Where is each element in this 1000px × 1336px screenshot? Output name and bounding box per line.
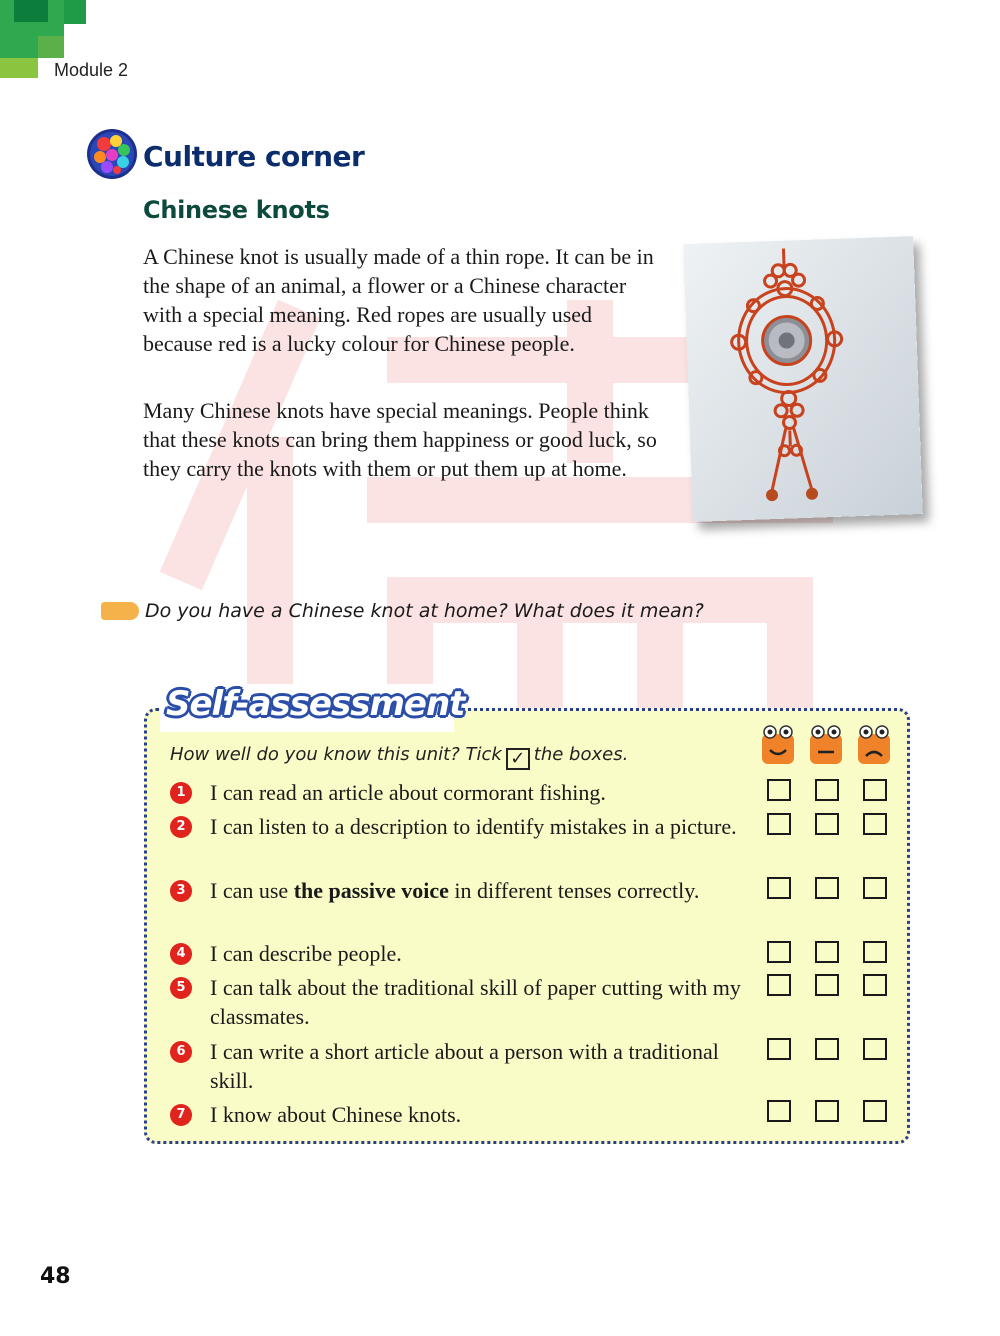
rating-checkbox-ok[interactable] [815, 974, 839, 996]
rating-checkbox-ok[interactable] [815, 941, 839, 963]
corner-square [14, 0, 48, 22]
paragraph: A Chinese knot is usually made of a thin rope. It can be in the shape of an animal, a flower or a Chinese character with a special meaning. Red ropes are usually used because red is a lucky colour for Chinese people. [143, 244, 654, 356]
item-text: I can talk about the traditional skill of paper cutting with my classmates. [210, 975, 741, 1029]
culture-corner-icon [86, 128, 138, 180]
item-text: I can listen to a description to identify mistakes in a picture. [210, 814, 737, 839]
item-number: 2 [170, 816, 192, 838]
rating-checkbox-ok[interactable] [815, 1100, 839, 1122]
corner-square [0, 58, 38, 78]
item-text-part: I can use [210, 878, 289, 903]
item-text: I can describe people. [210, 941, 402, 966]
instruction-text: the boxes. [533, 744, 629, 765]
rating-checkbox-poor[interactable] [863, 1038, 887, 1060]
rating-checkbox-poor[interactable] [863, 779, 887, 801]
item-number: 4 [170, 943, 192, 965]
rating-checkbox-good[interactable] [767, 779, 791, 801]
culture-corner-title: Culture corner [143, 140, 365, 173]
rating-checkbox-poor[interactable] [863, 813, 887, 835]
rating-checkbox-good[interactable] [767, 877, 791, 899]
rating-checkbox-good[interactable] [767, 941, 791, 963]
discussion-question: Do you have a Chinese knot at home? What does it mean? [145, 600, 704, 622]
rating-checkbox-ok[interactable] [815, 1038, 839, 1060]
item-number: 1 [170, 782, 192, 804]
question-marker [101, 602, 139, 620]
rating-checkbox-poor[interactable] [863, 974, 887, 996]
paragraph: Many Chinese knots have special meanings. People think that these knots can bring them happiness or good luck, so they carry the knots with them or put them up at home. [143, 398, 657, 481]
item-text: I can read an article about cormorant fishing. [210, 780, 606, 805]
chinese-knot-photo [683, 236, 923, 522]
item-text [210, 876, 750, 905]
item-text-part: in different tenses correctly. [454, 878, 700, 903]
item-text-bold: the passive voice [293, 878, 449, 903]
item-number: 3 [170, 880, 192, 902]
rating-checkbox-good[interactable] [767, 813, 791, 835]
rating-checkbox-ok[interactable] [815, 813, 839, 835]
neutral-face-icon [810, 726, 842, 764]
rating-checkbox-ok[interactable] [815, 779, 839, 801]
corner-square [64, 0, 86, 24]
rating-checkbox-poor[interactable] [863, 1100, 887, 1122]
rating-checkbox-good[interactable] [767, 1038, 791, 1060]
self-assessment-title: Self-assessment [166, 684, 465, 724]
sad-face-icon [858, 726, 890, 764]
module-label: Module 2 [54, 60, 129, 80]
rating-checkbox-good[interactable] [767, 974, 791, 996]
rating-checkbox-ok[interactable] [815, 877, 839, 899]
rating-checkbox-poor[interactable] [863, 941, 887, 963]
instruction-text: How well do you know this unit? Tick [170, 744, 502, 765]
rating-faces [758, 724, 898, 768]
rating-checkbox-good[interactable] [767, 1100, 791, 1122]
item-number: 5 [170, 977, 192, 999]
item-text: I know about Chinese knots. [210, 1102, 462, 1127]
self-assessment-instruction [170, 744, 628, 770]
item-text: I can write a short article about a person with a traditional skill. [210, 1039, 719, 1093]
rating-checkbox-poor[interactable] [863, 877, 887, 899]
tick-box-example: ✓ [506, 748, 530, 770]
item-number: 6 [170, 1041, 192, 1063]
page-number: 48 [40, 1264, 71, 1289]
item-number: 7 [170, 1104, 192, 1126]
corner-square [38, 36, 64, 58]
section-title: Chinese knots [143, 196, 330, 224]
happy-face-icon [762, 726, 794, 764]
